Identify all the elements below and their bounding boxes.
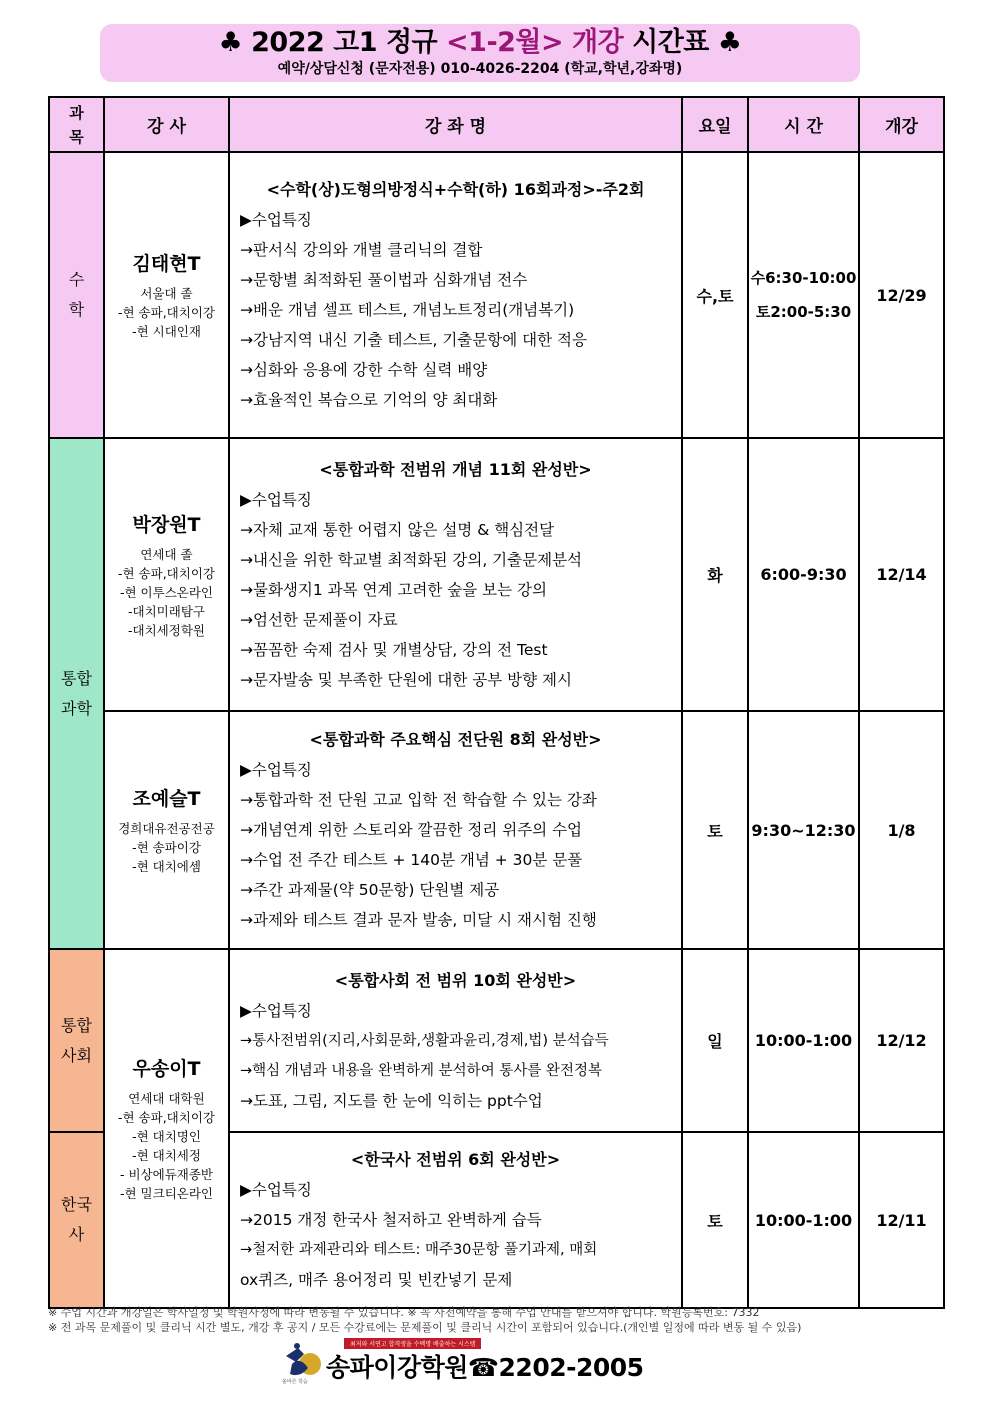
course-cell: <통합과학 전범위 개념 11회 완성반> ▶수업특징 →자체 교재 통한 어렵지 않은 설명 & 핵심전달 →내신을 위한 학교별 최적화된 강의, 기출문제분석 →물화생지1 과목 연계 고려한 숲을 보는 강의 →엄선한 문제풀이 자료 →꼼꼼한 숙제 검사 및 개별상담, 강의 전 Test →문자발송 및 부족한 단원에 대한 공부 방향 제시 bbox=[229, 438, 682, 711]
teacher-name: 박장원T bbox=[132, 513, 201, 536]
time-cell: 10:00-1:00 bbox=[748, 949, 859, 1132]
start-cell: 1/8 bbox=[859, 711, 944, 949]
time-cell: 수6:30-10:00 토2:00-5:30 bbox=[748, 152, 859, 438]
course-title: <한국사 전범위 6회 완성반> bbox=[350, 1150, 561, 1169]
subject-math: 수 학 bbox=[49, 152, 104, 438]
subject-social: 통합 사회 bbox=[49, 949, 104, 1132]
course-cell: <한국사 전범위 6회 완성반> ▶수업특징 →2015 개정 한국사 철저하고 완벽하게 습득 →철저한 과제관리와 테스트: 매주30문항 풀기과제, 매회 ox퀴즈, 매주 용어정리 및 빈칸넣기 문제 bbox=[229, 1132, 682, 1308]
subject-science: 통합 과학 bbox=[49, 438, 104, 949]
teacher-name: 우송이T bbox=[132, 1058, 201, 1080]
day-cell: 토 bbox=[682, 1132, 748, 1308]
schedule-table bbox=[48, 96, 945, 1309]
club-icon: ♣ bbox=[218, 27, 243, 58]
col-teacher: 강 사 bbox=[104, 97, 229, 152]
start-cell: 12/29 bbox=[859, 152, 944, 438]
teacher-name: 조예슬T bbox=[132, 788, 201, 810]
col-course: 강 좌 명 bbox=[229, 97, 682, 152]
club-icon: ♣ bbox=[717, 27, 742, 58]
start-cell: 12/14 bbox=[859, 438, 944, 711]
course-title: <통합사회 전 범위 10회 완성반> bbox=[334, 970, 577, 990]
day-cell: 토 bbox=[682, 711, 748, 949]
teacher-cell: 박장원T 연세대 졸 -현 송파,대치이강 -현 이투스온라인 -대치미래탐구 -대치세정학원 bbox=[104, 438, 229, 711]
day-cell: 화 bbox=[682, 438, 748, 711]
course-title: <통합과학 주요핵심 전단원 8회 완성반> bbox=[309, 730, 602, 749]
time-cell: 9:30~12:30 bbox=[748, 711, 859, 949]
header-row bbox=[49, 97, 944, 152]
academy-name: 송파이강학원☎2202-2005 bbox=[326, 1353, 644, 1382]
footnotes bbox=[48, 1305, 948, 1335]
col-start: 개강 bbox=[859, 97, 944, 152]
day-cell: 수,토 bbox=[682, 152, 748, 438]
logo-caption: 올바른 학습 bbox=[282, 1379, 308, 1385]
teacher-cell: 김태현T 서울대 졸 -현 송파,대치이강 -현 시대인재 bbox=[104, 152, 229, 438]
table-row bbox=[49, 949, 944, 1132]
time-cell: 6:00-9:30 bbox=[748, 438, 859, 711]
course-cell: <통합과학 주요핵심 전단원 8회 완성반> ▶수업특징 →통합과학 전 단원 고교 입학 전 학습할 수 있는 강좌 →개념연계 위한 스토리와 깔끔한 정리 위주의 수업 →수업 전 주간 테스트 + 140분 개념 + 30분 문풀 →주간 과제물(약 50문항) 단원별 제공 →과제와 테스트 결과 문자 발송, 미달 시 재시험 진행 bbox=[229, 711, 682, 949]
start-cell: 12/12 bbox=[859, 949, 944, 1132]
title-banner bbox=[100, 24, 860, 82]
contact-line: 예약/상담신청 (문자전용) 010-4026-2204 (학교,학년,강좌명) bbox=[277, 61, 683, 77]
page-title: ♣ 2022 고1 정규 <1-2월> 개강 시간표 ♣ bbox=[218, 27, 742, 58]
day-cell: 일 bbox=[682, 949, 748, 1132]
col-day: 요일 bbox=[682, 97, 748, 152]
footnote: ※ 전 과목 문제풀이 및 클리닉 시간 별도, 개강 후 공지 / 모든 수강료에는 문제풀이 및 클리닉 시간이 포함되어 있습니다.(개인별 일정에 따라 변동 될 수 있음) bbox=[48, 1321, 802, 1334]
tagline: 최저와 서연고 합격생을 수백명 배출하는 시스템 bbox=[344, 1338, 481, 1349]
course-cell: <수학(상)도형의방정식+수학(하) 16회과정>-주2회 ▶수업특징 →판서식 강의와 개별 클리닉의 결합 →문항별 최적화된 풀이법과 심화개념 전수 →배운 개념 셀프 테스트, 개념노트정리(개념복기) →강남지역 내신 기출 테스트, 기출문항에 대한 적응 →심화와 응용에 강한 수학 실력 배양 →효율적인 복습으로 기억의 양 최대화 bbox=[229, 152, 682, 438]
table-row bbox=[49, 711, 944, 949]
teacher-name: 김태현T bbox=[132, 253, 201, 275]
teacher-cell: 우송이T 연세대 대학원 -현 송파,대치이강 -현 대치명인 -현 대치세정 - 비상에듀재종반 -현 밀크티온라인 bbox=[104, 949, 229, 1308]
col-subject: 과 목 bbox=[49, 97, 104, 152]
col-time: 시 간 bbox=[748, 97, 859, 152]
start-cell: 12/11 bbox=[859, 1132, 944, 1308]
course-cell: <통합사회 전 범위 10회 완성반> ▶수업특징 →통사전범위(지리,사회문화,생활과윤리,경제,법) 분석습득 →핵심 개념과 내용을 완벽하게 분석하여 통사를 완전정복 →도표, 그림, 지도를 한 눈에 익히는 ppt수업 bbox=[229, 949, 682, 1132]
footnote: ※ 수업 시간과 개강일은 학사일정 및 학원사정에 따라 변동될 수 있습니다. ※ 꼭 사전예약을 통해 수업 안내를 받으셔야 합니다. 학원등록번호: 7332 bbox=[48, 1306, 760, 1319]
subject-history: 한국 사 bbox=[49, 1132, 104, 1308]
teacher-cell: 조예슬T 경희대유전공전공 -현 송파이강 -현 대치에셈 bbox=[104, 711, 229, 949]
time-cell: 10:00-1:00 bbox=[748, 1132, 859, 1308]
academy-footer bbox=[282, 1338, 722, 1386]
course-title: <수학(상)도형의방정식+수학(하) 16회과정>-주2회 bbox=[266, 180, 645, 199]
table-row bbox=[49, 438, 944, 711]
course-title: <통합과학 전범위 개념 11회 완성반> bbox=[319, 459, 592, 479]
table-row bbox=[49, 152, 944, 438]
